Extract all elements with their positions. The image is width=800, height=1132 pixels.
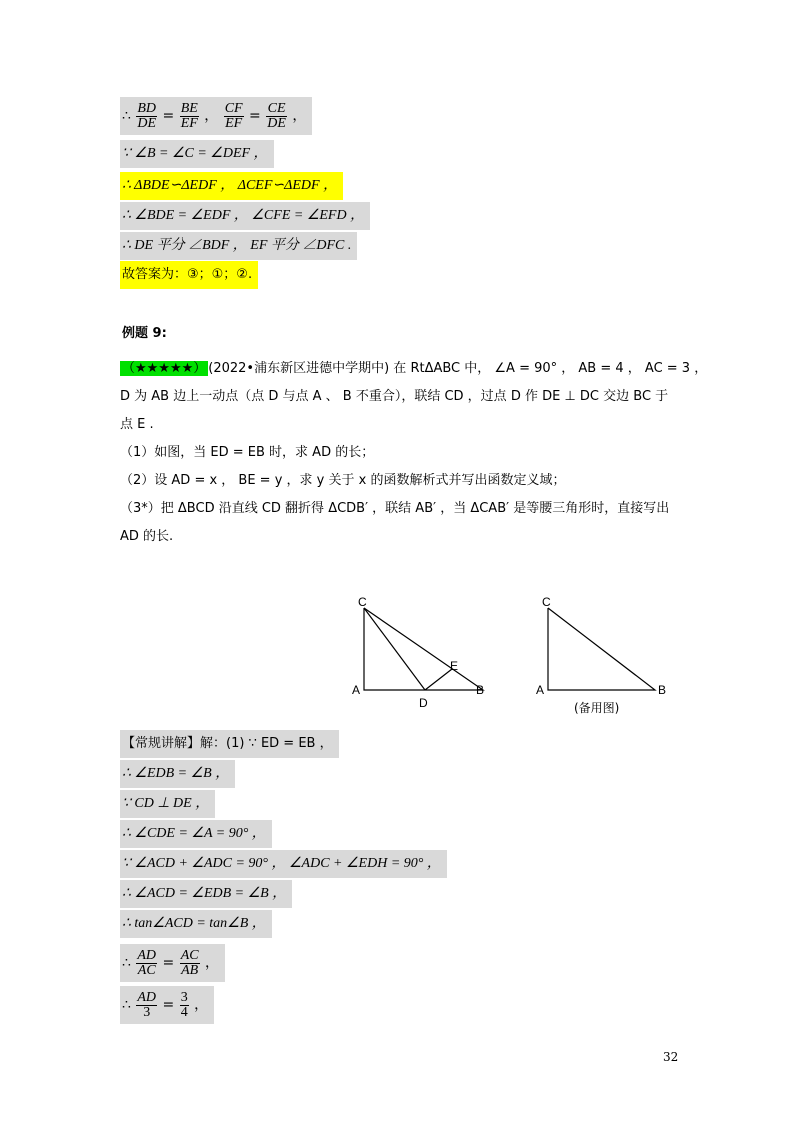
solution-line-7: ∴ tan∠ACD = tan∠B ， bbox=[120, 910, 272, 938]
therefore-symbol: ∴ bbox=[122, 108, 131, 124]
triangle-abc-spare bbox=[548, 608, 655, 690]
fraction-bd-de bbox=[136, 102, 157, 131]
label-b: B bbox=[658, 683, 667, 697]
solution-line-6: ∴ ∠ACD = ∠EDB = ∠B ， bbox=[120, 880, 292, 908]
fraction-numerator: AD bbox=[137, 989, 157, 1005]
separator: ， bbox=[194, 997, 209, 1013]
question-3: （3*）把 ΔBCD 沿直线 CD 翻折得 ΔCDB′ ，联结 AB′ ，当 ΔCAB′ 是等腰三角形时，直接写出 bbox=[120, 501, 670, 516]
fraction-ad-ac bbox=[136, 949, 157, 978]
example-title: 例题 9: bbox=[122, 326, 167, 341]
label-e: E bbox=[450, 659, 459, 673]
proof-line-4: ∴ ∠BDE = ∠EDF ， ∠CFE = ∠EFD ， bbox=[120, 202, 370, 230]
segment-cd bbox=[364, 608, 425, 690]
fraction-cf-ef bbox=[224, 102, 244, 131]
fraction-denominator: 3 bbox=[143, 1004, 151, 1020]
fraction-numerator: BE bbox=[180, 100, 198, 116]
label-c: C bbox=[542, 595, 551, 609]
proof-line-3-highlighted: ∴ ΔBDE∽ΔEDF ， ΔCEF∽ΔEDF ， bbox=[120, 172, 343, 200]
problem-text-1: (2022•浦东新区进德中学期中) 在 RtΔABC 中， ∠A = 90° ， AB = 4 ， AC = 3 ， bbox=[208, 361, 708, 376]
fraction-denominator: EF bbox=[225, 115, 243, 131]
geometry-figures bbox=[340, 590, 685, 720]
fraction-denominator: EF bbox=[180, 115, 198, 131]
therefore-symbol: ∴ bbox=[122, 955, 131, 971]
fraction-numerator: AC bbox=[180, 947, 199, 963]
fraction-line-1 bbox=[120, 97, 312, 135]
figure-spare bbox=[536, 595, 666, 715]
answer-line: 故答案为：③；①；②. bbox=[120, 261, 258, 289]
separator: ， bbox=[292, 108, 307, 124]
label-a: A bbox=[352, 683, 361, 697]
difficulty-badge: （★★★★★） bbox=[122, 361, 207, 376]
therefore-symbol: ∴ bbox=[122, 997, 131, 1013]
proof-line-5: ∴ DE 平分 ∠BDF ， EF 平分 ∠DFC . bbox=[120, 232, 357, 260]
separator: ， bbox=[204, 108, 219, 124]
fraction-denominator: 4 bbox=[180, 1004, 188, 1020]
fraction-numerator: BD bbox=[137, 100, 157, 116]
label-a: A bbox=[536, 683, 545, 697]
fraction-ad-3 bbox=[136, 991, 157, 1020]
fraction-numerator: AD bbox=[137, 947, 157, 963]
fraction-ce-de bbox=[266, 102, 287, 131]
problem-statement bbox=[120, 354, 708, 551]
page-number: 32 bbox=[663, 1050, 679, 1064]
fraction-numerator: CE bbox=[267, 100, 286, 116]
equals-sign: = bbox=[162, 997, 175, 1013]
problem-line-3: 点 E . bbox=[120, 417, 154, 432]
label-d: D bbox=[419, 696, 428, 710]
label-c: C bbox=[358, 595, 367, 609]
equals-sign: = bbox=[249, 108, 261, 124]
fraction-3-4 bbox=[180, 991, 189, 1020]
solution-line-5: ∵ ∠ACD + ∠ADC = 90° ， ∠ADC + ∠EDH = 90° ， bbox=[120, 850, 447, 878]
solution-line-4: ∴ ∠CDE = ∠A = 90° ， bbox=[120, 820, 272, 848]
fraction-ac-ab bbox=[180, 949, 200, 978]
solution-line-9 bbox=[120, 986, 214, 1024]
fraction-denominator: DE bbox=[267, 115, 286, 131]
figure-main bbox=[352, 595, 484, 710]
proof-line-2: ∵ ∠B = ∠C = ∠DEF ， bbox=[120, 140, 274, 168]
fraction-numerator: 3 bbox=[180, 989, 188, 1005]
figure-caption: (备用图) bbox=[574, 701, 620, 715]
fraction-be-ef bbox=[180, 102, 199, 131]
fraction-denominator: AC bbox=[137, 962, 156, 978]
separator: ， bbox=[205, 955, 220, 971]
fraction-numerator: CF bbox=[224, 100, 243, 116]
problem-line-2: D 为 AB 边上一动点（点 D 与点 A 、 B 不重合），联结 CD ，过点 D 作 DE ⊥ DC 交边 BC 于 bbox=[120, 389, 669, 404]
equals-sign: = bbox=[162, 108, 175, 124]
solution-line-1: 【常规讲解】解：(1) ∵ ED = EB ， bbox=[120, 730, 339, 758]
question-1: （1）如图，当 ED = EB 时，求 AD 的长； bbox=[120, 445, 375, 460]
triangle-abc bbox=[364, 608, 483, 690]
solution-line-3: ∵ CD ⊥ DE ， bbox=[120, 790, 215, 818]
solution-line-2: ∴ ∠EDB = ∠B ， bbox=[120, 760, 235, 788]
equals-sign: = bbox=[162, 955, 175, 971]
question-3-cont: AD 的长. bbox=[120, 529, 174, 544]
label-b: B bbox=[476, 683, 485, 697]
question-2: （2）设 AD = x ， BE = y ，求 y 关于 x 的函数解析式并写出函数定义域； bbox=[120, 473, 566, 488]
solution-line-8 bbox=[120, 944, 225, 982]
fraction-denominator: AB bbox=[181, 962, 199, 978]
problem-line-1 bbox=[120, 354, 708, 383]
fraction-denominator: DE bbox=[137, 115, 157, 131]
segment-de bbox=[425, 669, 452, 690]
